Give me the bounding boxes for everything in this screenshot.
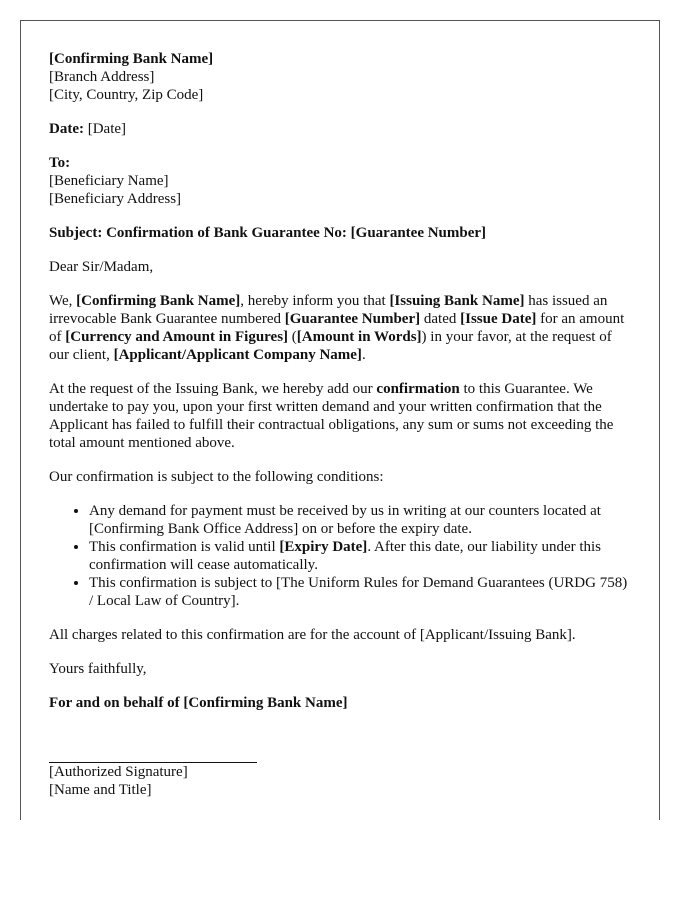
para1-issuing-bank: [Issuing Bank Name] xyxy=(389,293,525,309)
recipient-address: [Beneficiary Address] xyxy=(49,191,182,207)
para2-text-1: At the request of the Issuing Bank, we hereby add our xyxy=(49,381,377,397)
subject-line: Subject: Confirmation of Bank Guarantee No: [Guarantee Number] xyxy=(49,225,487,241)
sender-branch-address: [Branch Address] xyxy=(49,69,155,85)
para1-text-3: has issued an irrevocable Bank Guarantee numbered xyxy=(49,293,608,327)
paragraph-confirmation xyxy=(49,380,631,452)
para1-text-8: . xyxy=(361,347,366,363)
condition-item xyxy=(89,502,631,538)
para1-guarantee-number: [Guarantee Number] xyxy=(284,311,421,327)
sender-block xyxy=(49,50,631,104)
sender-city-line: [City, Country, Zip Code] xyxy=(49,87,204,103)
condition-2-text-2: . After this date, our liability under this confirmation will cease automatically. xyxy=(89,539,602,573)
date-line xyxy=(49,120,631,138)
signature-block xyxy=(49,763,631,799)
condition-2-text-1: This confirmation is valid until xyxy=(89,539,280,555)
para1-confirming-bank: [Confirming Bank Name] xyxy=(76,293,241,309)
para1-issue-date: [Issue Date] xyxy=(460,311,537,327)
para2-text-2: to this Guarantee. We undertake to pay you, upon your first written demand and your written confirmation that the Applicant has failed to fulfill their contractual obligations, any sum or sums not exceeding the total amount mentioned above. xyxy=(49,381,614,451)
closing-phrase: Yours faithfully, xyxy=(49,661,147,677)
date-label: Date: xyxy=(49,121,84,137)
para1-amount-figures: [Currency and Amount in Figures] xyxy=(65,329,289,345)
conditions-intro: Our confirmation is subject to the following conditions: xyxy=(49,469,384,485)
condition-1-text: Any demand for payment must be received by us in writing at our counters located at [Confirming Bank Office Address] on or before the expiry date. xyxy=(89,503,601,537)
condition-item xyxy=(89,538,631,574)
para1-text-7: ) in your favor, at the request of our client, xyxy=(49,329,612,363)
para2-confirmation-word: confirmation xyxy=(376,381,460,397)
recipient-label: To: xyxy=(49,155,71,171)
letter-page xyxy=(20,20,660,820)
behalf-line: For and on behalf of [Confirming Bank Name] xyxy=(49,695,348,711)
para1-text-5: for an amount of xyxy=(49,311,625,345)
para1-text-2: , hereby inform you that xyxy=(240,293,390,309)
salutation: Dear Sir/Madam, xyxy=(49,259,154,275)
recipient-block xyxy=(49,154,631,208)
para1-text-6: ( xyxy=(288,329,297,345)
condition-2-expiry-date: [Expiry Date] xyxy=(279,539,368,555)
condition-3-text: This confirmation is subject to [The Uniform Rules for Demand Guarantees (URDG 758) / Local Law of Country]. xyxy=(89,575,628,609)
para1-text-1: We, xyxy=(49,293,77,309)
sender-bank-name: [Confirming Bank Name] xyxy=(49,51,214,67)
recipient-name: [Beneficiary Name] xyxy=(49,173,169,189)
name-and-title: [Name and Title] xyxy=(49,782,152,798)
paragraph-guarantee-details xyxy=(49,292,631,364)
condition-item xyxy=(89,574,631,610)
para1-text-4: dated xyxy=(420,311,461,327)
date-value: [Date] xyxy=(87,121,127,137)
charges-paragraph: All charges related to this confirmation are for the account of [Applicant/Issuing Bank]. xyxy=(49,627,576,643)
conditions-list xyxy=(49,502,631,610)
authorized-signature: [Authorized Signature] xyxy=(49,764,188,780)
para1-amount-words: [Amount in Words] xyxy=(296,329,422,345)
para1-applicant: [Applicant/Applicant Company Name] xyxy=(113,347,362,363)
